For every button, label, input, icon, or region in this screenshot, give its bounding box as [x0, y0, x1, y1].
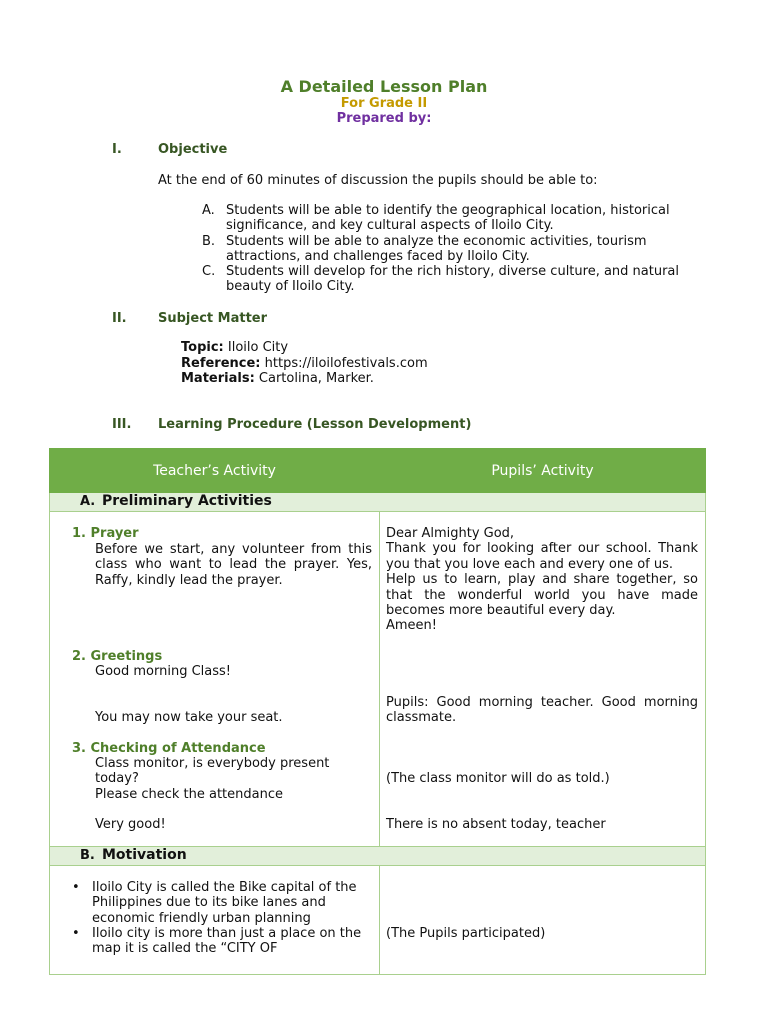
objective-letter: B.: [202, 233, 216, 249]
section-label: Subject Matter: [158, 311, 268, 326]
pupils-motivation-cell: [380, 866, 706, 975]
reference-value[interactable]: https://iloilofestivals.com: [264, 355, 428, 371]
section-title: Motivation: [102, 847, 187, 863]
section-subject-heading: [112, 311, 267, 326]
section-title: Preliminary Activities: [102, 493, 272, 509]
prayer-title: 1. Prayer: [72, 526, 139, 541]
pupils-activity-header: Pupils’ Activity: [380, 449, 706, 493]
motivation-row: [50, 847, 706, 866]
prayer-line: Ameen!: [386, 618, 438, 634]
section-number: I.: [112, 142, 122, 157]
very-good-text: Very good!: [95, 817, 166, 832]
objective-item: [202, 203, 682, 234]
greetings-text: Good morning Class!: [95, 664, 231, 679]
greetings-title: 2. Greetings: [72, 649, 163, 664]
prayer-line: Help us to learn, play and share together, so that the wonderful world you have made becomes more beautiful every day.: [386, 572, 698, 619]
pupils-absent-report: There is no absent today, teacher: [386, 817, 606, 832]
motivation-list: [66, 880, 366, 956]
attendance-check: Please check the attendance: [95, 787, 283, 802]
grade-line: For Grade II: [340, 96, 428, 111]
section-objective-heading: [112, 142, 227, 157]
objective-text: Students will be able to analyze the economic activities, tourism attractions, and challenges faced by Iloilo City.: [226, 233, 647, 264]
objective-list: [202, 203, 682, 295]
pupils-greeting: Pupils: Good morning teacher. Good morning classmate.: [386, 695, 698, 726]
prayer-text: Before we start, any volunteer from this class who want to lead the prayer. Yes, Raffy, kindly lead the prayer.: [95, 542, 372, 588]
subject-matter-block: [181, 340, 428, 387]
pupils-participated: (The Pupils participated): [386, 926, 546, 941]
prayer-line: Dear Almighty God,: [386, 526, 515, 541]
objective-text: Students will be able to identify the geographical location, historical significance, and key cultural aspects of Iloilo City.: [226, 203, 670, 234]
reference-label: Reference:: [181, 355, 261, 371]
section-number: II.: [112, 311, 127, 326]
objective-item: [202, 234, 682, 265]
teacher-preliminary-cell: [50, 512, 380, 847]
attendance-title: 3. Checking of Attendance: [72, 741, 266, 756]
section-label: Objective: [158, 142, 228, 157]
list-item: • Iloilo city is more than just a place on the map it is called the “CITY OF: [66, 926, 366, 957]
document-title: A Detailed Lesson Plan: [280, 77, 488, 96]
take-seat-text: You may now take your seat.: [95, 710, 283, 725]
materials-label: Materials:: [181, 371, 255, 386]
section-number: III.: [112, 417, 132, 432]
topic-label: Topic:: [181, 340, 224, 355]
section-letter: B.: [80, 848, 95, 863]
topic-value: Iloilo City: [227, 340, 289, 355]
pupils-attendance: (The class monitor will do as told.): [386, 771, 610, 786]
activity-table: [49, 448, 706, 975]
list-item: • Iloilo City is called the Bike capital of the Philippines due to its bike lanes and economic friendly urban planning: [66, 880, 366, 926]
materials-value: Cartolina, Marker.: [258, 371, 374, 386]
teacher-motivation-cell: [50, 866, 380, 975]
section-letter: A.: [80, 494, 96, 509]
objective-intro: At the end of 60 minutes of discussion the pupils should be able to:: [158, 173, 598, 188]
pupils-preliminary-cell: [380, 512, 706, 847]
preliminary-activities-row: [50, 493, 706, 512]
prayer-line: Thank you for looking after our school. Thank you that you love each and every one of us.: [386, 541, 698, 572]
objective-text: Students will develop for the rich history, diverse culture, and natural beauty of Iloilo City.: [226, 264, 680, 295]
pupils-prayer: [386, 526, 698, 634]
section-procedure-heading: [112, 417, 471, 432]
attendance-question: Class monitor, is everybody present today?: [95, 756, 330, 787]
section-label: Learning Procedure (Lesson Development): [158, 417, 472, 432]
objective-letter: C.: [202, 264, 216, 280]
objective-letter: A.: [202, 203, 215, 218]
prepared-by-line: Prepared by:: [336, 111, 432, 126]
teacher-activity-header: Teacher’s Activity: [50, 449, 380, 493]
objective-item: [202, 264, 682, 295]
